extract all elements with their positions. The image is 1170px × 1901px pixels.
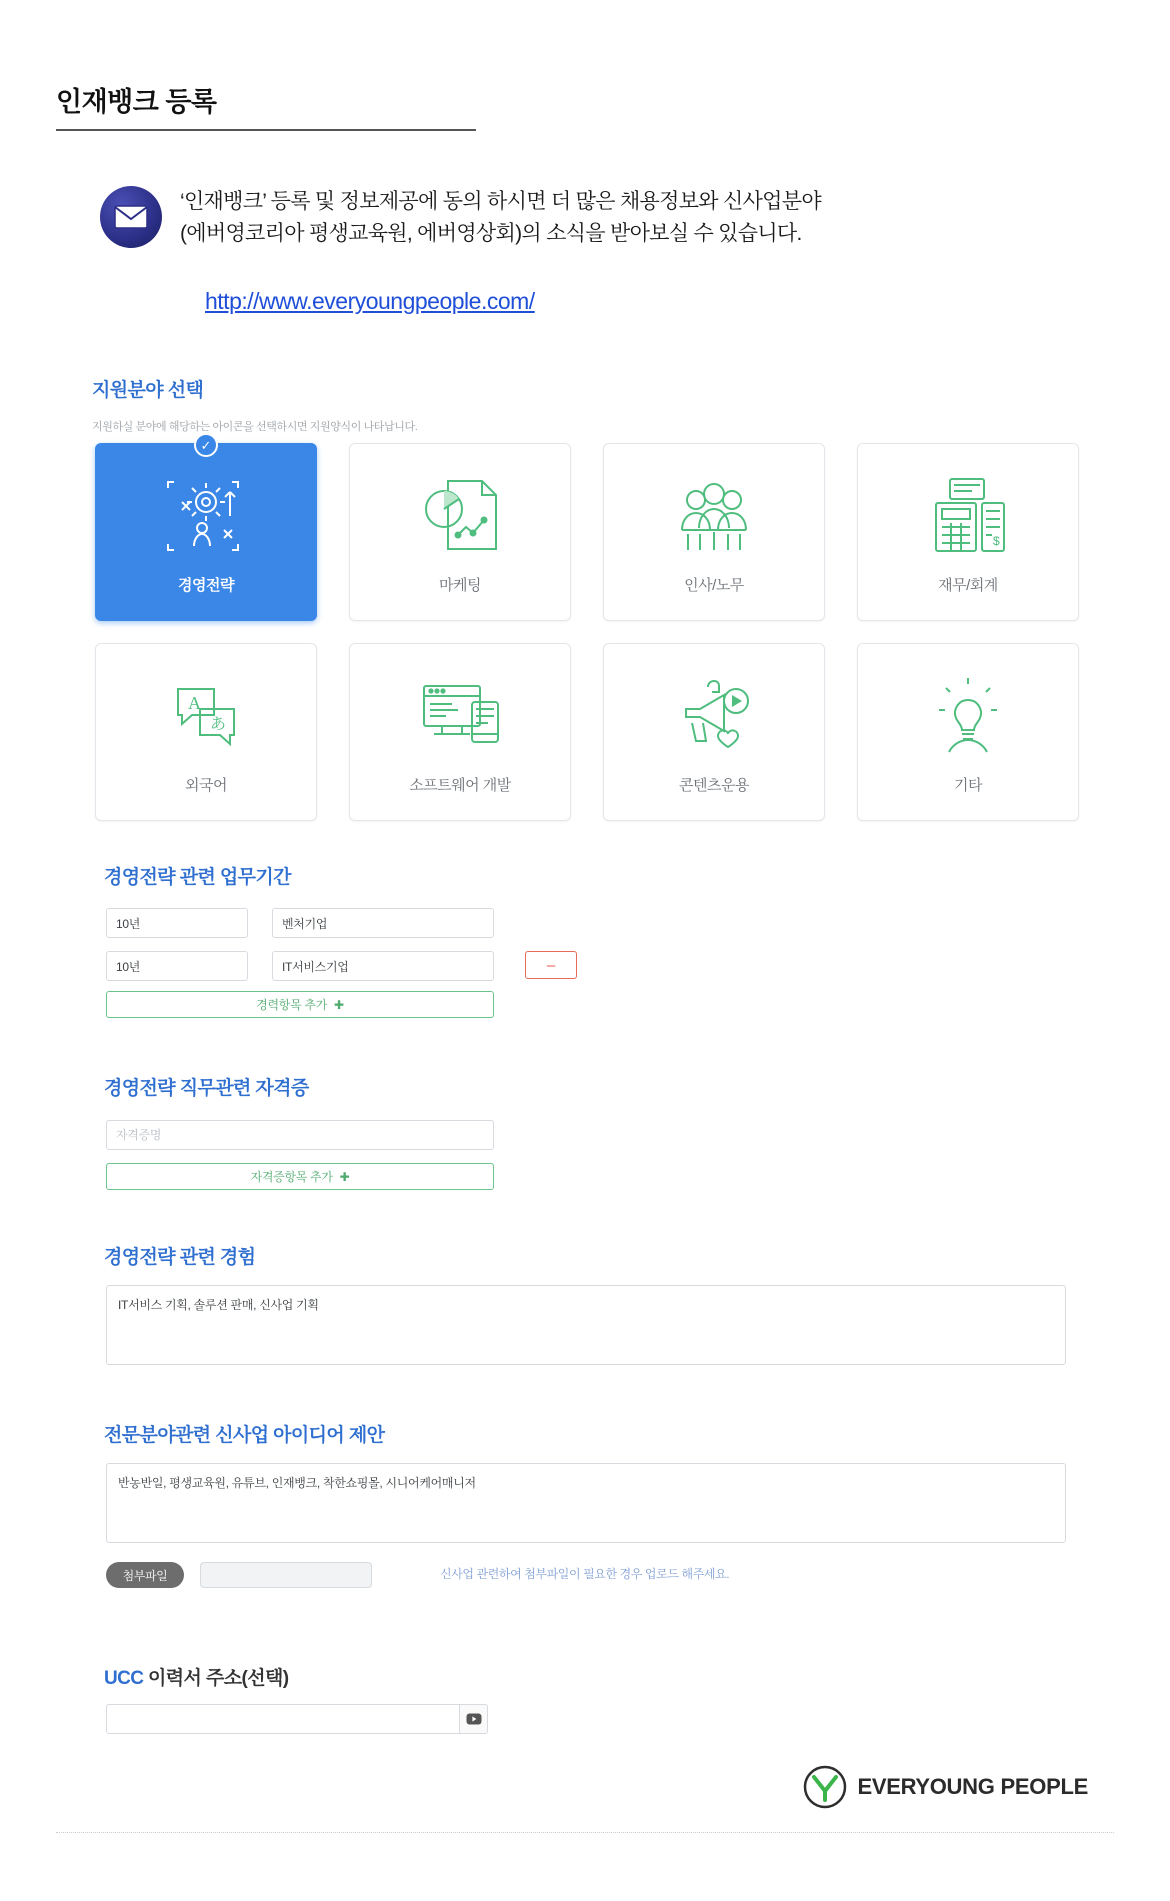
field-select-heading: 지원분야 선택 bbox=[92, 380, 204, 401]
career-add-button[interactable] bbox=[106, 991, 494, 1018]
experience-heading: 경영전략 관련 경험 bbox=[104, 1247, 256, 1268]
field-card-label: 콘텐츠운용 bbox=[679, 776, 749, 794]
field-card-language[interactable] bbox=[95, 643, 317, 821]
page-title-container bbox=[56, 80, 476, 131]
notice-banner bbox=[100, 182, 1100, 249]
certificate-input[interactable] bbox=[106, 1120, 494, 1150]
attach-file-note: 신사업 관련하여 첨부파일이 필요한 경우 업로드 해주세요. bbox=[440, 1567, 730, 1581]
footer-logo-text bbox=[857, 1774, 1088, 1800]
career-company-input-1[interactable] bbox=[272, 908, 494, 938]
ucc-heading-rest: 이력서 주소(선택) bbox=[143, 1668, 289, 1689]
career-heading: 경영전략 관련 업무기간 bbox=[104, 867, 291, 888]
field-card-finance[interactable] bbox=[857, 443, 1079, 621]
certificate-add-button[interactable] bbox=[106, 1163, 494, 1190]
certificate-add-label: 자격증항목 추가 bbox=[250, 1170, 333, 1184]
field-card-software[interactable] bbox=[349, 643, 571, 821]
everyoung-logo-icon bbox=[803, 1765, 847, 1809]
field-card-content[interactable] bbox=[603, 643, 825, 821]
field-card-label: 인사/노무 bbox=[684, 576, 744, 594]
field-card-strategy[interactable] bbox=[95, 437, 317, 621]
notice-line-2: (에버영코리아 평생교육원, 에버영상회)의 소식을 받아보실 수 있습니다. bbox=[180, 221, 802, 245]
career-remove-button[interactable]: – bbox=[525, 951, 577, 979]
field-card-label: 재무/회계 bbox=[938, 576, 998, 594]
ucc-url-input[interactable] bbox=[106, 1704, 460, 1734]
strategy-gear-icon bbox=[158, 470, 254, 562]
check-icon: ✓ bbox=[194, 433, 218, 457]
footer-logo bbox=[803, 1765, 1088, 1809]
field-card-label: 소프트웨어 개발 bbox=[409, 776, 511, 794]
field-card-label: 외국어 bbox=[185, 776, 227, 794]
ucc-heading bbox=[104, 1663, 288, 1690]
svg-text:A: A bbox=[188, 692, 201, 713]
field-card-label: 마케팅 bbox=[439, 576, 481, 594]
field-card-etc[interactable] bbox=[857, 643, 1079, 821]
mail-icon bbox=[100, 186, 162, 248]
finance-calculator-icon bbox=[920, 470, 1016, 562]
attach-file-button[interactable]: 첨부파일 bbox=[106, 1562, 184, 1588]
field-select-subtext: 지원하실 분야에 해당하는 아이콘을 선택하시면 지원양식이 나타납니다. bbox=[92, 421, 418, 433]
attach-file-field[interactable] bbox=[200, 1562, 372, 1588]
footer-logo-text-2: PEOPLE bbox=[1000, 1774, 1088, 1799]
plus-icon: ✚ bbox=[334, 997, 344, 1012]
footer-logo-text-1: EVERYOUNG bbox=[857, 1774, 995, 1799]
notice-text bbox=[180, 182, 821, 249]
everyoungpeople-link[interactable]: http://www.everyoungpeople.com/ bbox=[205, 288, 535, 314]
experience-textarea[interactable] bbox=[106, 1285, 1066, 1365]
software-monitor-icon bbox=[412, 670, 508, 762]
page-title: 인재뱅크 등록 bbox=[56, 80, 476, 131]
career-add-label: 경력항목 추가 bbox=[256, 998, 328, 1012]
notice-line-1: ‘인재뱅크’ 등록 및 정보제공에 동의 하시면 더 많은 채용정보와 신사업분야 bbox=[180, 190, 821, 213]
notice-link-container bbox=[205, 288, 905, 315]
idea-bulb-icon bbox=[923, 670, 1013, 762]
career-years-input-2[interactable] bbox=[106, 951, 248, 981]
certificate-heading: 경영전략 직무관련 자격증 bbox=[104, 1078, 309, 1099]
idea-textarea[interactable] bbox=[106, 1463, 1066, 1543]
field-card-label: 경영전략 bbox=[178, 576, 234, 594]
svg-text:あ: あ bbox=[210, 713, 227, 733]
marketing-chart-icon bbox=[414, 470, 506, 562]
field-card-label: 기타 bbox=[954, 776, 982, 794]
language-icon bbox=[160, 670, 252, 762]
footer-divider bbox=[56, 1832, 1114, 1833]
career-company-input-2[interactable] bbox=[272, 951, 494, 981]
content-megaphone-icon bbox=[666, 670, 762, 762]
idea-heading: 전문분야관련 신사업 아이디어 제안 bbox=[104, 1425, 385, 1446]
youtube-icon[interactable] bbox=[460, 1704, 488, 1734]
ucc-heading-bold: UCC bbox=[104, 1668, 144, 1689]
field-card-hr[interactable] bbox=[603, 443, 825, 621]
svg-text:$: $ bbox=[993, 533, 1000, 548]
field-select-grid bbox=[95, 437, 1080, 821]
career-years-input-1[interactable] bbox=[106, 908, 248, 938]
hr-people-icon bbox=[666, 470, 762, 562]
field-card-marketing[interactable] bbox=[349, 443, 571, 621]
plus-icon: ✚ bbox=[339, 1169, 350, 1184]
